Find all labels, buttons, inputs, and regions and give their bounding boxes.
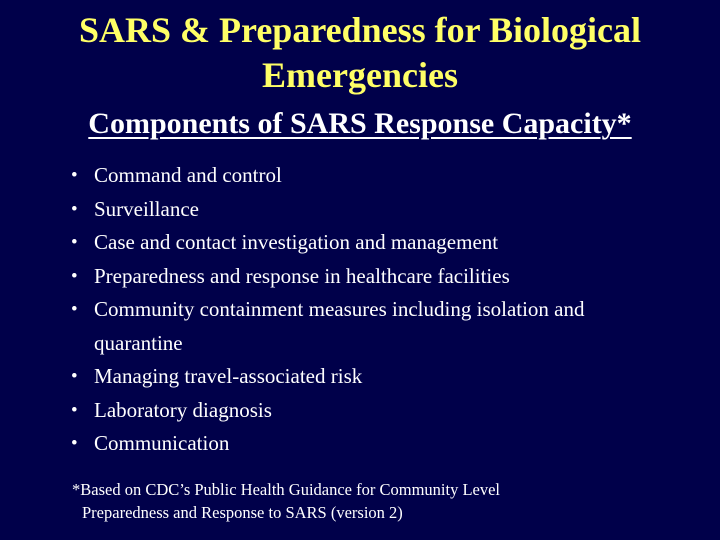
footnote-line-1: *Based on CDC’s Public Health Guidance for Community Level: [72, 480, 501, 499]
bullet-text: Managing travel-associated risk: [94, 364, 363, 388]
bullet-icon: •: [71, 265, 78, 287]
list-item: [72, 260, 692, 294]
bullet-icon: •: [71, 399, 78, 421]
bullet-text: Laboratory diagnosis: [94, 397, 272, 422]
bullet-list: [72, 159, 692, 461]
slide-subtitle: Components of SARS Response Capacity*: [88, 107, 632, 140]
list-item: [72, 159, 692, 193]
bullet-icon: •: [71, 232, 78, 253]
bullet-icon: •: [71, 366, 78, 387]
bullet-text: Command and control: [94, 163, 282, 187]
bullet-text: Communication: [94, 431, 230, 455]
slide-title: SARS & Preparedness for Biological Emergencies: [78, 10, 641, 95]
list-item: [72, 427, 692, 461]
list-item: [72, 394, 692, 428]
list-item: [72, 226, 692, 260]
bullet-icon: •: [71, 299, 78, 320]
bullet-text: Preparedness and response in healthcare facilities: [94, 263, 510, 288]
list-item: [72, 193, 692, 227]
list-item: [72, 293, 692, 360]
bullet-text: Community containment measures including isolation and quarantine: [94, 297, 585, 355]
bullet-icon: •: [71, 165, 78, 186]
bullet-icon: •: [71, 433, 78, 454]
bullet-icon: •: [71, 198, 78, 220]
bullet-text: Case and contact investigation and management: [94, 230, 499, 254]
list-item: [72, 360, 692, 394]
footnote: [72, 478, 692, 524]
footnote-line-2: Preparedness and Response to SARS (version 2): [82, 503, 403, 522]
bullet-text: Surveillance: [94, 196, 199, 221]
